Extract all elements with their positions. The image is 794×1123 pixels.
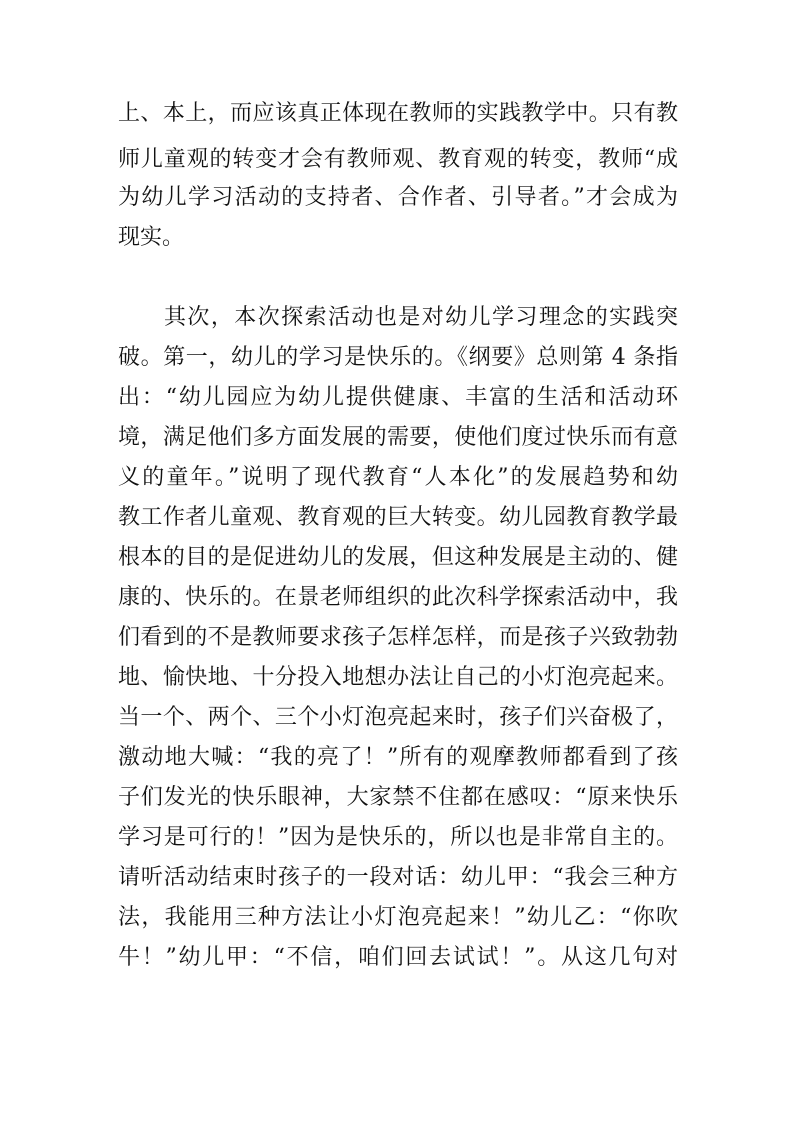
paragraph-2-line-5: 义的童年。”说明了现代教育“人本化”的发展趋势和幼 [118,465,678,490]
paragraph-1-line-3: 为幼儿学习活动的支持者、合作者、引导者。”才会成为 [118,185,678,210]
paragraph-2-line-11: 当一个、两个、三个小灯泡亮起来时，孩子们兴奋极了， [118,705,678,730]
paragraph-2-line-7: 根本的目的是促进幼儿的发展，但这种发展是主动的、健 [118,545,678,570]
paragraph-2-line-15: 请听活动结束时孩子的一段对话：幼儿甲：“我会三种方 [118,865,678,890]
paragraph-2-line-2: 破。第一，幼儿的学习是快乐的。《纲要》总则第 4 条指 [118,345,678,370]
paragraph-1-line-4: 现实。 [118,225,185,250]
paragraph-2-line-9: 们看到的不是教师要求孩子怎样怎样，而是孩子兴致勃勃 [118,625,678,650]
paragraph-2-line-13: 子们发光的快乐眼神，大家禁不住都在感叹：“原来快乐 [118,785,678,810]
paragraph-2-line-14: 学习是可行的！”因为是快乐的，所以也是非常自主的。 [118,825,678,850]
paragraph-2-line-17: 牛！”幼儿甲：“不信，咱们回去试试！”。从这几句对 [118,945,678,970]
paragraph-1-line-1: 上、本上，而应该真正体现在教师的实践教学中。只有教 [118,101,678,126]
paragraph-1-line-2: 师儿童观的转变才会有教师观、教育观的转变，教师“成 [118,147,678,172]
paragraph-2-line-3: 出：“幼儿园应为幼儿提供健康、丰富的生活和活动环 [118,385,678,410]
paragraph-2-line-6: 教工作者儿童观、教育观的巨大转变。幼儿园教育教学最 [118,505,678,530]
paragraph-2-line-10: 地、愉快地、十分投入地想办法让自己的小灯泡亮起来。 [118,665,678,690]
paragraph-2-line-1: 其次，本次探索活动也是对幼儿学习理念的实践突 [164,305,678,330]
paragraph-2-line-16: 法，我能用三种方法让小灯泡亮起来！”幼儿乙：“你吹 [118,905,678,930]
paragraph-2-line-4: 境，满足他们多方面发展的需要，使他们度过快乐而有意 [118,425,678,450]
paragraph-2-line-8: 康的、快乐的。在景老师组织的此次科学探索活动中，我 [118,585,678,610]
paragraph-2-line-12: 激动地大喊：“我的亮了！”所有的观摩教师都看到了孩 [118,745,678,770]
